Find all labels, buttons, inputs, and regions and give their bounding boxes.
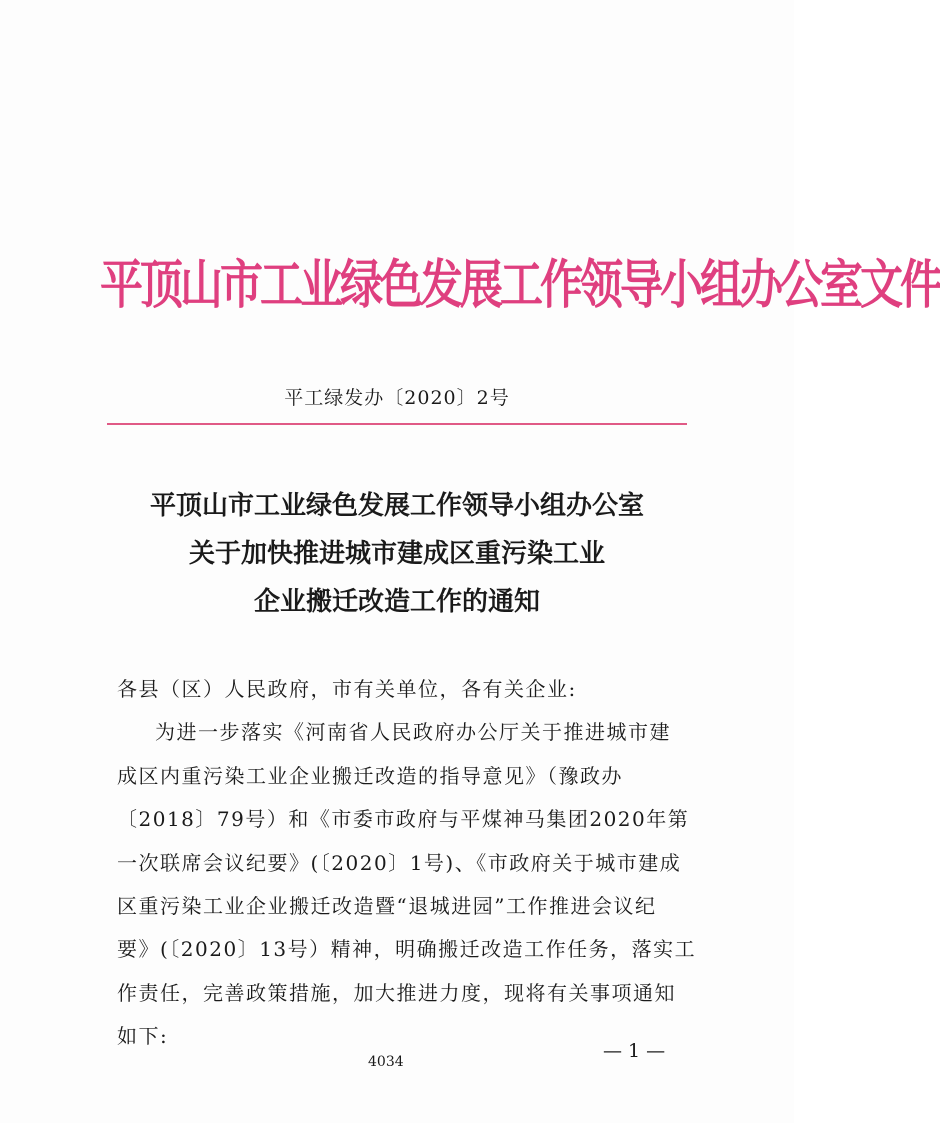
body-line-2: 成区内重污染工业企业搬迁改造的指导意见》（豫政办 bbox=[117, 763, 623, 788]
body-line-5: 区重污染工业企业搬迁改造暨“退城进园”工作推进会议纪 bbox=[117, 894, 657, 919]
title-line-2: 关于加快推进城市建成区重污染工业 bbox=[188, 539, 605, 569]
issuer-header: 平顶山市工业绿色发展工作领导小组办公室文件 bbox=[100, 254, 940, 316]
body-line-4: 一次联席会议纪要》(〔2020〕1号)、《市政府关于城市建成 bbox=[117, 850, 682, 875]
document-number: 平工绿发办〔2020〕2号 bbox=[284, 387, 510, 409]
red-separator-line bbox=[107, 423, 687, 425]
body-line-6: 要》(〔2020〕13号）精神，明确搬迁改造工作任务，落实工 bbox=[117, 937, 697, 962]
body-line-1: 为进一步落实《河南省人民政府办公厅关于推进城市建 bbox=[155, 720, 671, 745]
body-line-3: 〔2018〕79号）和《市委市政府与平煤神马集团2020年第 bbox=[117, 807, 690, 832]
body-line-8: 如下: bbox=[117, 1024, 169, 1049]
page-number: — 1 — bbox=[603, 1040, 666, 1062]
archive-number: 4034 bbox=[368, 1054, 404, 1070]
document-body bbox=[117, 668, 697, 1059]
document-title bbox=[0, 482, 794, 626]
title-line-1: 平顶山市工业绿色发展工作领导小组办公室 bbox=[149, 491, 644, 521]
salutation: 各县（区）人民政府，市有关单位，各有关企业: bbox=[117, 677, 577, 701]
body-line-7: 作责任，完善政策措施，加大推进力度，现将有关事项通知 bbox=[117, 980, 676, 1005]
title-line-3: 企业搬迁改造工作的通知 bbox=[253, 587, 540, 617]
